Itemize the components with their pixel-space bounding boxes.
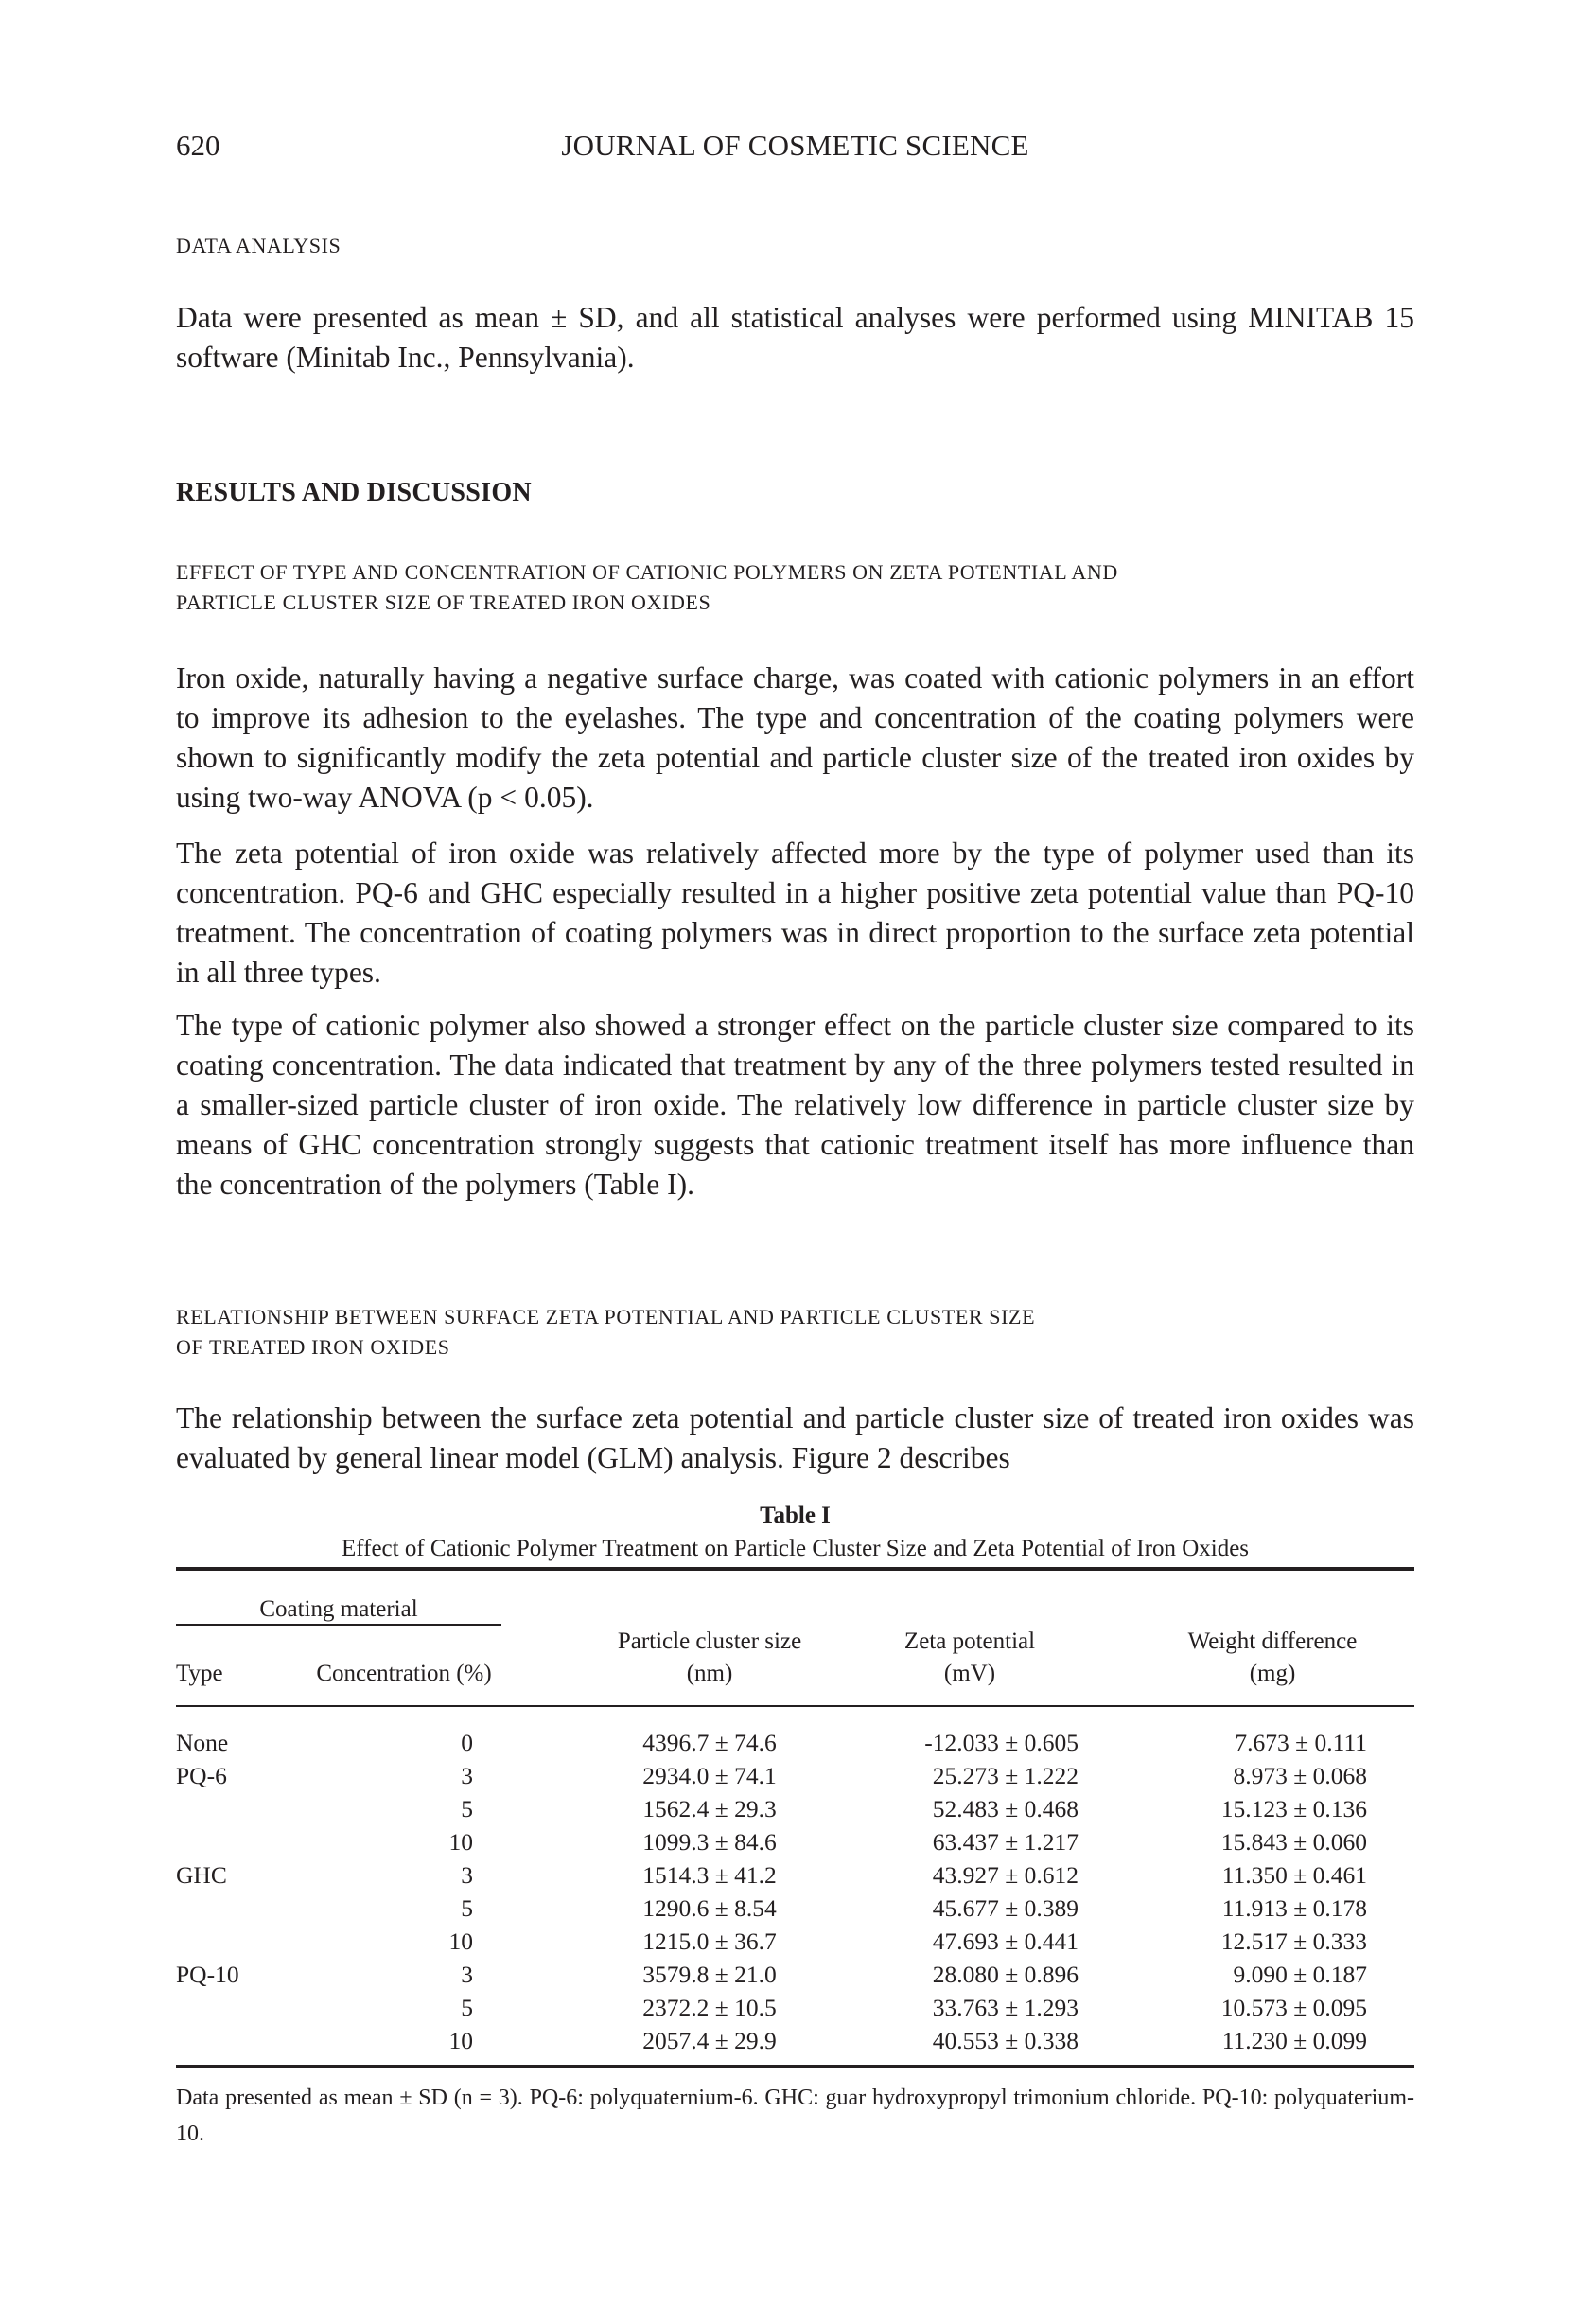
- subsection2-heading-line1: RELATIONSHIP BETWEEN SURFACE ZETA POTENTIAL AND PARTICLE CLUSTER SIZE: [176, 1305, 1036, 1329]
- cell-zeta: 47.693 ± 0.441: [932, 1928, 1079, 1955]
- cell-concentration: 0: [461, 1729, 473, 1756]
- cell-type: PQ-6: [176, 1762, 227, 1789]
- journal-title: JOURNAL OF COSMETIC SCIENCE: [561, 129, 1029, 162]
- cell-zeta: 40.553 ± 0.338: [932, 2027, 1079, 2054]
- cell-weight: 11.230 ± 0.099: [1221, 2027, 1367, 2054]
- cell-weight: 12.517 ± 0.333: [1220, 1928, 1367, 1955]
- table-top-rule: [176, 1567, 1414, 1571]
- subsection1-heading-line2: PARTICLE CLUSTER SIZE OF TREATED IRON OXIDES: [176, 590, 711, 614]
- cell-size: 2934.0 ± 74.1: [642, 1762, 777, 1789]
- cell-concentration: 5: [461, 1795, 473, 1822]
- page-number: 620: [176, 129, 220, 162]
- header-type: Type: [176, 1661, 223, 1686]
- cell-size: 1514.3 ± 41.2: [642, 1861, 777, 1889]
- cell-concentration: 5: [461, 1894, 473, 1922]
- cell-size: 1290.6 ± 8.54: [642, 1894, 777, 1922]
- cell-zeta: 33.763 ± 1.293: [932, 1994, 1079, 2021]
- cell-zeta: 52.483 ± 0.468: [932, 1795, 1079, 1822]
- subsection1-heading-line1: EFFECT OF TYPE AND CONCENTRATION OF CATIONIC POLYMERS ON ZETA POTENTIAL AND: [176, 560, 1118, 584]
- data-analysis-paragraph: Data were presented as mean ± SD, and all statistical analyses were performed using MINITAB 15 software (Minitab Inc., Pennsylvania).: [176, 301, 1414, 374]
- cell-zeta: -12.033 ± 0.605: [924, 1729, 1079, 1756]
- paragraph-1: Iron oxide, naturally having a negative surface charge, was coated with cationic polymers in an effort to improve its adhesion to the eyelashes. The type and concentration of the coating polymers were shown to significantly modify the zeta potential and particle cluster size of the treated iron oxides by using two-way ANOVA (p < 0.05).: [176, 661, 1414, 814]
- cell-size: 2057.4 ± 29.9: [642, 2027, 777, 2054]
- cell-zeta: 25.273 ± 1.222: [932, 1762, 1079, 1789]
- running-head: [176, 129, 1414, 170]
- cell-concentration: 5: [461, 1994, 473, 2021]
- table-footnote: Data presented as mean ± SD (n = 3). PQ-6: polyquaternium-6. GHC: guar hydroxypropyl trimonium chloride. PQ-10: polyquaterium-10.: [176, 2086, 1414, 2146]
- cell-size: 2372.2 ± 10.5: [642, 1994, 777, 2021]
- cell-size: 1099.3 ± 84.6: [642, 1828, 777, 1856]
- header-weight-line1: Weight difference: [1187, 1628, 1358, 1654]
- cell-size: 4396.7 ± 74.6: [642, 1729, 777, 1756]
- paragraph-3: The type of cationic polymer also showed a stronger effect on the particle cluster size compared to its coating concentration. The data indicated that treatment by any of the three polymers tested resulted in a smaller-sized particle cluster of iron oxide. The relatively low difference in particle cluster size by means of GHC concentration strongly suggests that cationic treatment itself has more influence than the concentration of the polymers (Table I).: [176, 1009, 1414, 1201]
- cell-concentration: 3: [461, 1762, 473, 1789]
- cell-concentration: 10: [448, 1928, 473, 1955]
- cell-weight: 8.973 ± 0.068: [1233, 1762, 1367, 1789]
- cell-size: 1215.0 ± 36.7: [642, 1928, 777, 1955]
- table-title: Effect of Cationic Polymer Treatment on Particle Cluster Size and Zeta Potential of Iron Oxides: [341, 1536, 1250, 1561]
- data-analysis-heading: DATA ANALYSIS: [176, 234, 342, 257]
- cell-type: None: [176, 1729, 229, 1756]
- header-concentration: Concentration (%): [316, 1661, 492, 1686]
- header-size-line1: Particle cluster size: [617, 1628, 802, 1654]
- cell-concentration: 10: [448, 2027, 473, 2054]
- cell-size: 1562.4 ± 29.3: [642, 1795, 777, 1822]
- cell-type: PQ-10: [176, 1961, 239, 1988]
- cell-zeta: 43.927 ± 0.612: [932, 1861, 1079, 1889]
- cell-weight: 15.123 ± 0.136: [1220, 1795, 1367, 1822]
- header-zeta-line1: Zeta potential: [903, 1628, 1036, 1654]
- cell-weight: 9.090 ± 0.187: [1233, 1961, 1367, 1988]
- cell-weight: 10.573 ± 0.095: [1220, 1994, 1367, 2021]
- cell-type: GHC: [176, 1861, 227, 1889]
- cell-weight: 11.913 ± 0.178: [1221, 1894, 1367, 1922]
- header-zeta-line2: (mV): [943, 1661, 996, 1686]
- header-size-line2: (nm): [686, 1661, 733, 1686]
- cell-zeta: 45.677 ± 0.389: [932, 1894, 1079, 1922]
- paragraph-4: The relationship between the surface zeta potential and particle cluster size of treated iron oxides was evaluated by general linear model (GLM) analysis. Figure 2 describes: [176, 1401, 1414, 1474]
- cell-concentration: 3: [461, 1861, 473, 1889]
- table-bottom-rule: [176, 2065, 1414, 2068]
- results-heading: RESULTS AND DISCUSSION: [176, 478, 532, 507]
- cell-zeta: 63.437 ± 1.217: [932, 1828, 1079, 1856]
- coating-material-subrule: [176, 1624, 501, 1626]
- cell-zeta: 28.080 ± 0.896: [932, 1961, 1079, 1988]
- header-weight-line2: (mg): [1249, 1661, 1296, 1686]
- cell-weight: 7.673 ± 0.111: [1235, 1729, 1367, 1756]
- cell-concentration: 10: [448, 1828, 473, 1856]
- subsection2-heading-line2: OF TREATED IRON OXIDES: [176, 1335, 450, 1359]
- table-header-rule: [176, 1705, 1414, 1707]
- coating-material-header: Coating material: [259, 1596, 418, 1622]
- cell-concentration: 3: [461, 1961, 473, 1988]
- paragraph-2: The zeta potential of iron oxide was relatively affected more by the type of polymer used than its concentration. PQ-6 and GHC especially resulted in a higher positive zeta potential value than PQ-10 treatment. The concentration of coating polymers was in direct proportion to the surface zeta potential in all three types.: [176, 836, 1414, 989]
- cell-size: 3579.8 ± 21.0: [642, 1961, 777, 1988]
- cell-weight: 11.350 ± 0.461: [1221, 1861, 1367, 1889]
- cell-weight: 15.843 ± 0.060: [1220, 1828, 1367, 1856]
- table-label: Table I: [760, 1503, 831, 1528]
